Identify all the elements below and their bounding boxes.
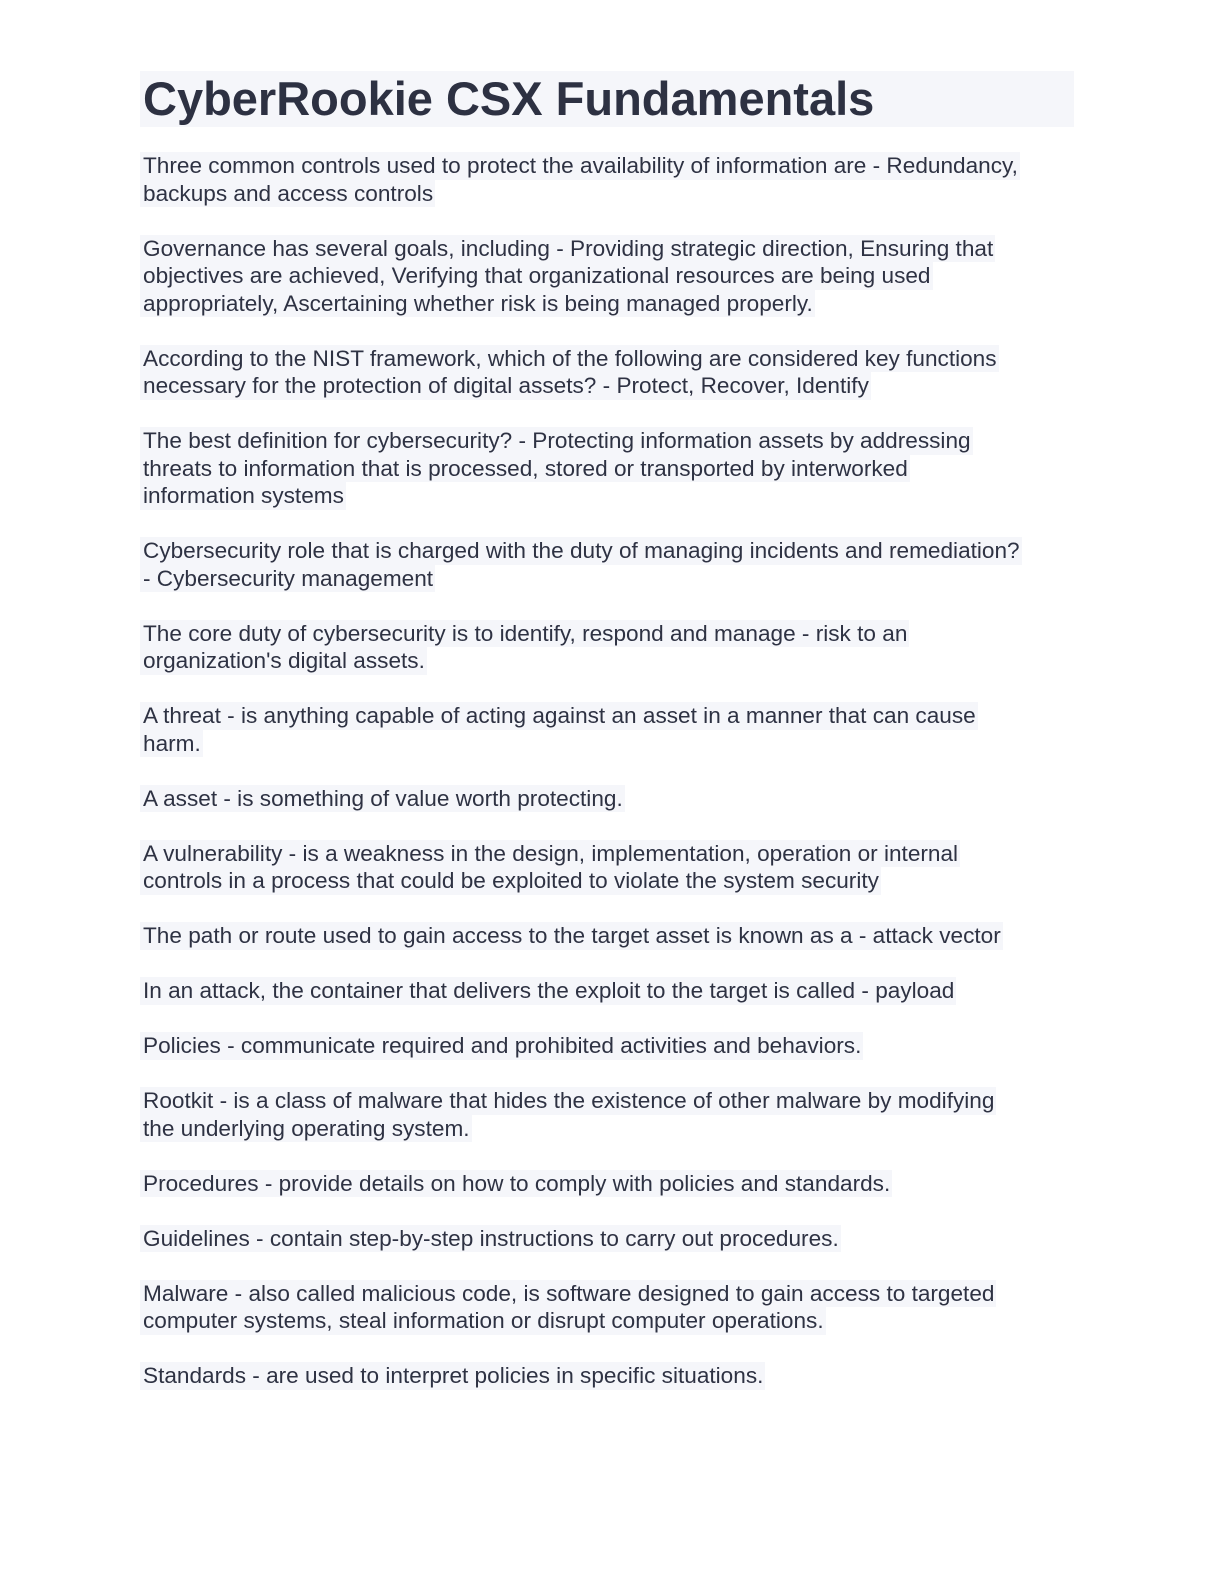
flashcard-entry: [140, 785, 1074, 813]
entry-text-line: Cybersecurity role that is charged with the duty of managing incidents and remediation?: [140, 537, 1022, 565]
entry-text-line: A threat - is anything capable of acting against an asset in a manner that can cause: [140, 702, 978, 730]
entry-text-line: computer systems, steal information or disrupt computer operations.: [140, 1307, 826, 1335]
flashcard-entry: [140, 1225, 1074, 1253]
entry-text-line: Governance has several goals, including - Providing strategic direction, Ensuring that: [140, 235, 995, 263]
entry-text-line: threats to information that is processed, stored or transported by interworked: [140, 455, 910, 483]
flashcard-list: [140, 152, 1074, 1390]
flashcard-entry: [140, 840, 1074, 895]
entry-text-line: Rootkit - is a class of malware that hides the existence of other malware by modifying: [140, 1087, 996, 1115]
flashcard-entry: [140, 537, 1074, 592]
entry-text-line: The core duty of cybersecurity is to identify, respond and manage - risk to an: [140, 620, 909, 648]
entry-text-line: The best definition for cybersecurity? - Protecting information assets by addressing: [140, 427, 973, 455]
flashcard-entry: [140, 620, 1074, 675]
entry-text-line: A asset - is something of value worth protecting.: [140, 785, 625, 813]
document-page: [140, 71, 1074, 1417]
entry-text-line: Standards - are used to interpret policies in specific situations.: [140, 1362, 765, 1390]
entry-text-line: A vulnerability - is a weakness in the design, implementation, operation or internal: [140, 840, 960, 868]
flashcard-entry: [140, 152, 1074, 207]
entry-text-line: Three common controls used to protect the availability of information are - Redundancy,: [140, 152, 1020, 180]
entry-text-line: organization's digital assets.: [140, 647, 427, 675]
flashcard-entry: [140, 1032, 1074, 1060]
flashcard-entry: [140, 702, 1074, 757]
flashcard-entry: [140, 1170, 1074, 1198]
entry-text-line: In an attack, the container that delivers the exploit to the target is called - payload: [140, 977, 956, 1005]
entry-text-line: appropriately, Ascertaining whether risk is being managed properly.: [140, 290, 815, 318]
entry-text-line: the underlying operating system.: [140, 1115, 472, 1143]
flashcard-entry: [140, 922, 1074, 950]
entry-text-line: necessary for the protection of digital assets? - Protect, Recover, Identify: [140, 372, 871, 400]
flashcard-entry: [140, 1280, 1074, 1335]
entry-text-line: backups and access controls: [140, 180, 435, 208]
entry-text-line: information systems: [140, 482, 346, 510]
entry-text-line: - Cybersecurity management: [140, 565, 435, 593]
entry-text-line: Policies - communicate required and prohibited activities and behaviors.: [140, 1032, 863, 1060]
entry-text-line: harm.: [140, 730, 203, 758]
entry-text-line: Procedures - provide details on how to comply with policies and standards.: [140, 1170, 892, 1198]
entry-text-line: controls in a process that could be exploited to violate the system security: [140, 867, 881, 895]
flashcard-entry: [140, 977, 1074, 1005]
entry-text-line: objectives are achieved, Verifying that organizational resources are being used: [140, 262, 933, 290]
entry-text-line: Guidelines - contain step-by-step instructions to carry out procedures.: [140, 1225, 841, 1253]
page-title: CyberRookie CSX Fundamentals: [143, 72, 875, 125]
flashcard-entry: [140, 1362, 1074, 1390]
flashcard-entry: [140, 427, 1074, 510]
entry-text-line: The path or route used to gain access to the target asset is known as a - attack vector: [140, 922, 1003, 950]
flashcard-entry: [140, 345, 1074, 400]
flashcard-entry: [140, 1087, 1074, 1142]
entry-text-line: Malware - also called malicious code, is software designed to gain access to targeted: [140, 1280, 996, 1308]
flashcard-entry: [140, 235, 1074, 318]
title-block: [140, 71, 1074, 127]
entry-text-line: According to the NIST framework, which of the following are considered key functions: [140, 345, 999, 373]
